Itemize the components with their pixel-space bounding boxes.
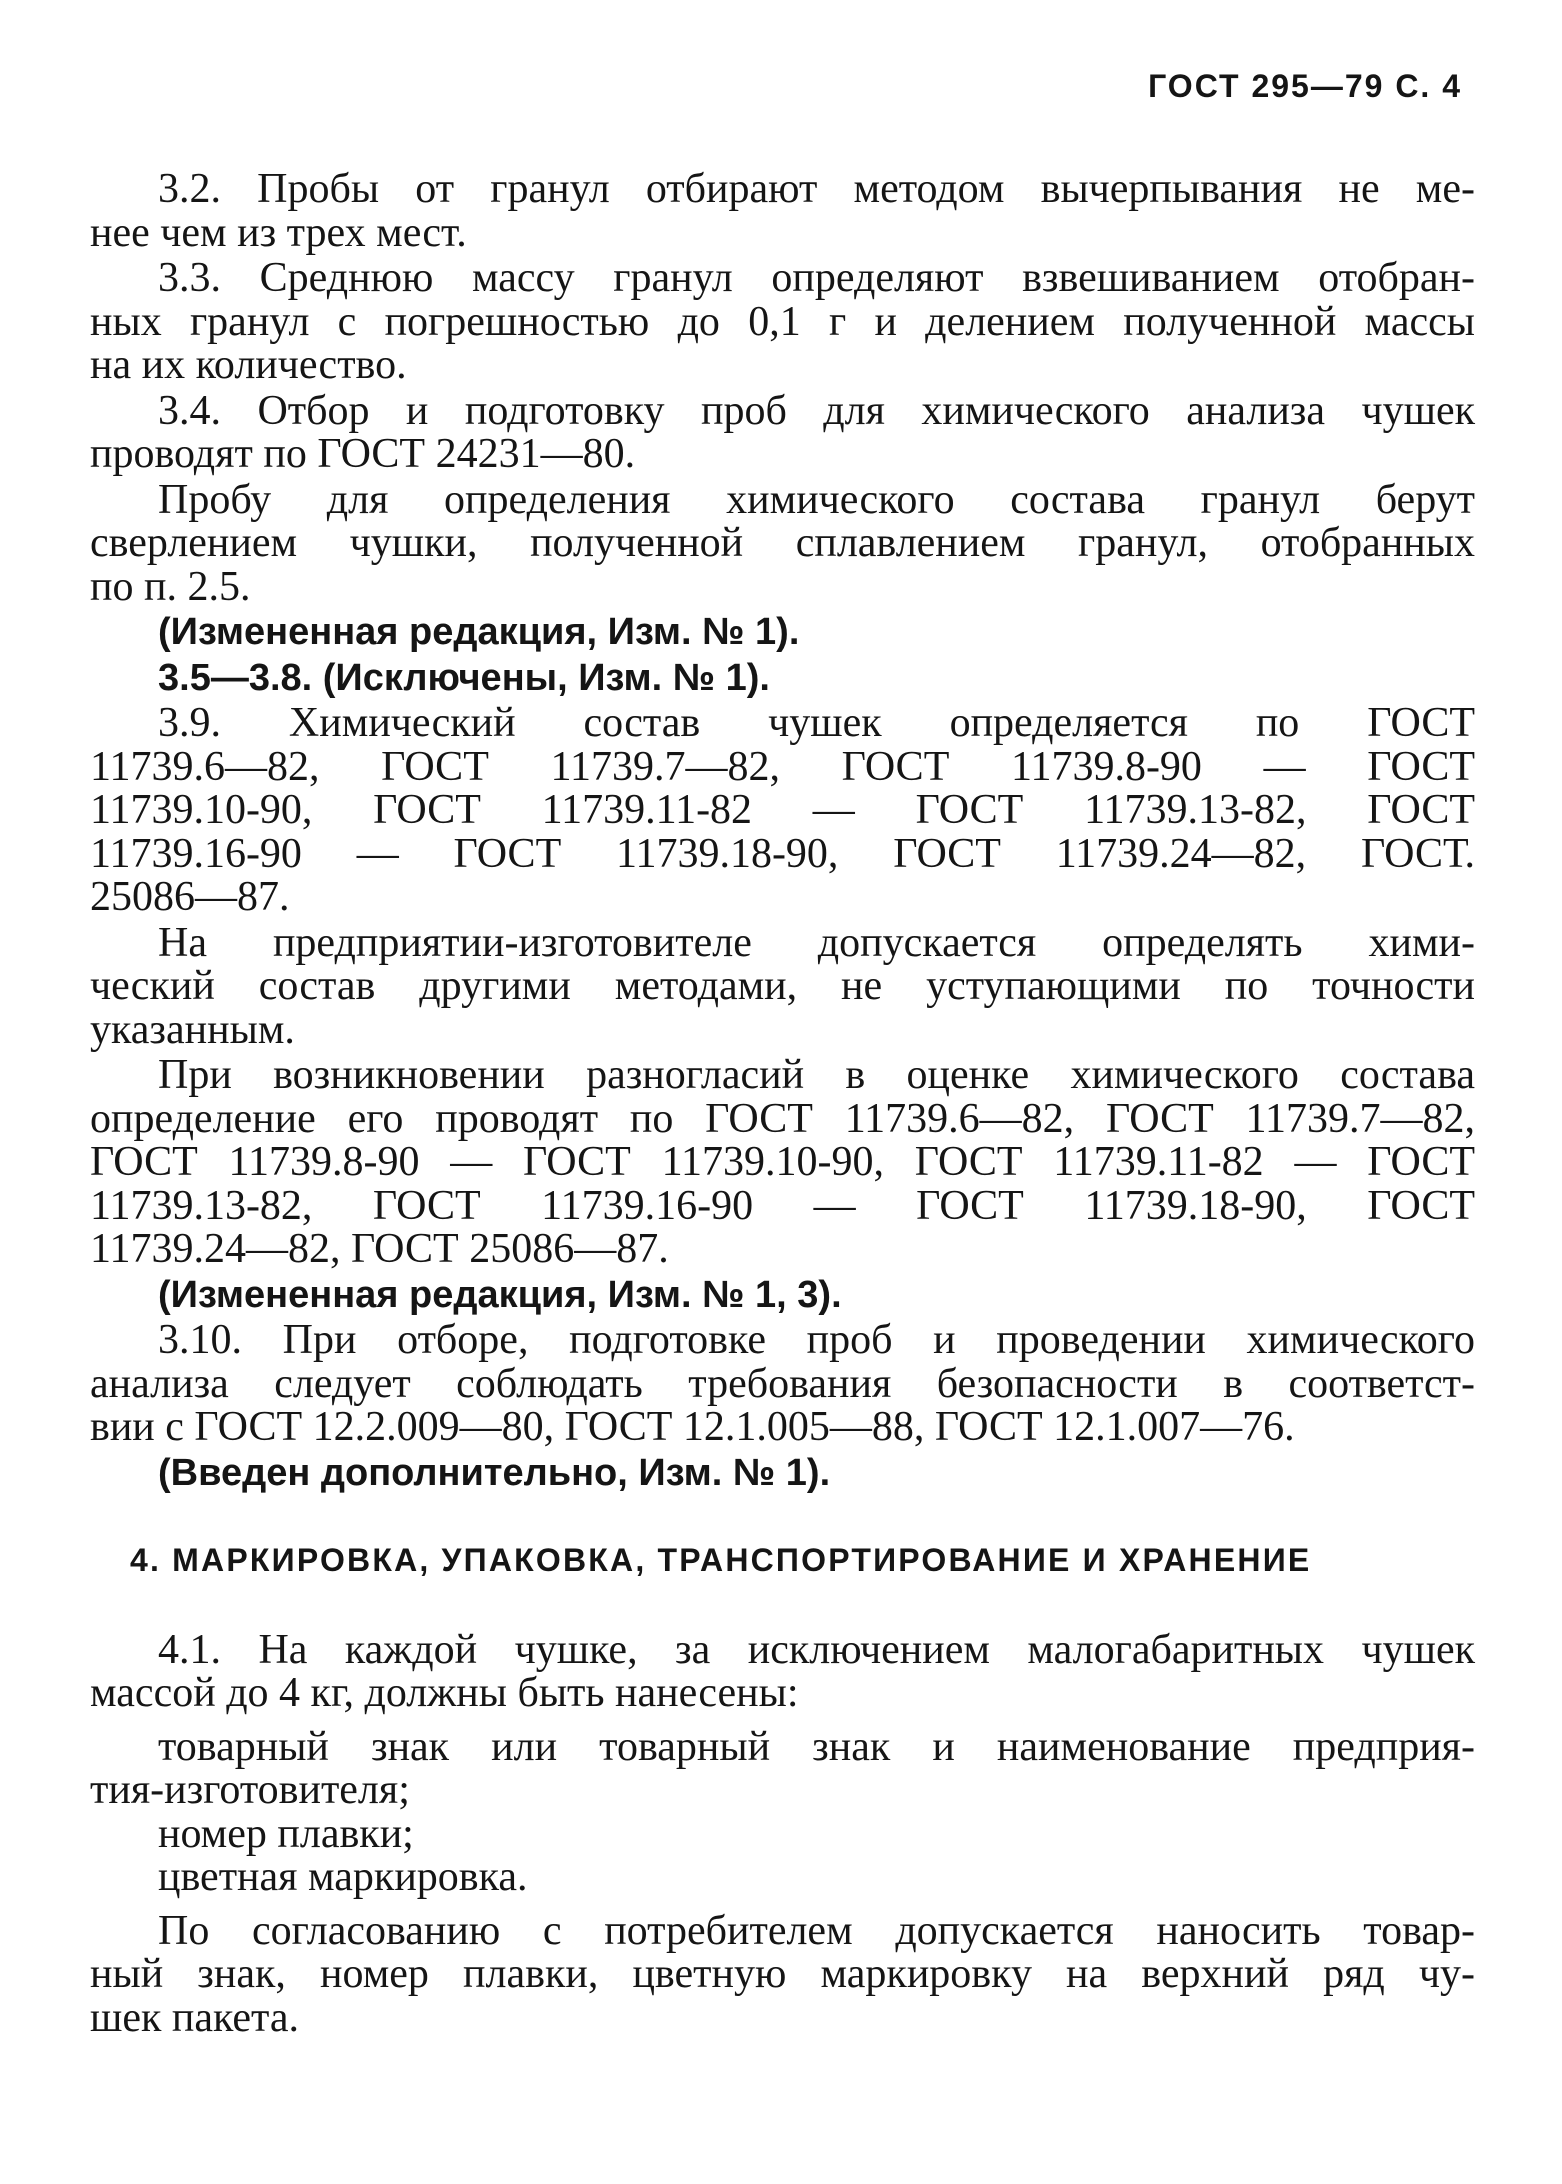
amendment-note: (Измененная редакция, Изм. № 1, 3). xyxy=(158,1273,842,1316)
paragraph-3-4 xyxy=(90,387,1475,477)
text-line: массой до 4 кг, должны быть нанесены: xyxy=(90,1670,799,1716)
text-line: сверлением чушки, полученной сплавлением гранул, отобранных xyxy=(90,520,1475,566)
paragraph-3-9 xyxy=(90,702,1475,920)
text-line: нее чем из трех мест. xyxy=(90,209,467,256)
text-line: шек пакета. xyxy=(90,1994,300,2041)
text-line: 3.5—3.8. (Исключены, Изм. № 1). xyxy=(158,656,770,699)
text-line: ческий состав другими методами, не уступающими по точности xyxy=(90,963,1475,1009)
text-line: 11739.10-90, ГОСТ 11739.11-82 — ГОСТ 11739.13-82, ГОСТ xyxy=(90,787,1475,833)
text-line: ный знак, номер плавки, цветную маркировку на верхний ряд чу- xyxy=(90,1951,1475,1997)
text-line: определение его проводят по ГОСТ 11739.6—82, ГОСТ 11739.7—82, xyxy=(90,1095,1475,1142)
text-line: 4.1. На каждой чушке, за исключением малогабаритных чушек xyxy=(158,1626,1475,1673)
text-line: 11739.24—82, ГОСТ 25086—87. xyxy=(90,1226,669,1272)
marking-list xyxy=(90,1723,1475,1900)
text-line: по п. 2.5. xyxy=(90,563,251,610)
paragraph-3-2 xyxy=(90,168,1475,255)
document-body xyxy=(90,168,1475,2042)
section-title: 4. МАРКИРОВКА, УПАКОВКА, ТРАНСПОРТИРОВАНИЕ И ХРАНЕНИЕ xyxy=(130,1542,1312,1578)
text-line: ГОСТ 11739.8-90 — ГОСТ 11739.10-90, ГОСТ 11739.11-82 — ГОСТ xyxy=(90,1139,1475,1185)
text-line: 3.10. При отборе, подготовке проб и проведении химического xyxy=(158,1317,1475,1363)
text-line: 3.3. Среднюю массу гранул определяют взвешиванием отобран- xyxy=(158,255,1475,301)
text-line: указанным. xyxy=(90,1006,295,1053)
text-line: проводят по ГОСТ 24231—80. xyxy=(90,431,636,477)
list-item: цветная маркировка. xyxy=(158,1854,528,1900)
paragraph-3-5 xyxy=(90,657,1475,701)
paragraph-3-3 xyxy=(90,257,1475,388)
amendment-note: (Введен дополнительно, Изм. № 1). xyxy=(158,1451,831,1494)
text-line: анализа следует соблюдать требования безопасности в соответст- xyxy=(90,1360,1475,1407)
paragraph-3-10 xyxy=(90,1319,1475,1450)
text-line: на их количество. xyxy=(90,342,407,388)
amendment-note: (Измененная редакция, Изм. № 1). xyxy=(158,611,800,653)
text-line: ных гранул с погрешностью до 0,1 г и делением полученной массы xyxy=(90,298,1475,345)
paragraph-4-1-agreement xyxy=(90,1907,1475,2041)
list-item: номер плавки; xyxy=(158,1810,414,1857)
text-line: При возникновении разногласий в оценке химического состава xyxy=(158,1052,1475,1098)
text-line: На предприятии-изготовителе допускается определять хими- xyxy=(158,919,1475,966)
paragraph-3-9-disputes xyxy=(90,1054,1475,1272)
list-item: товарный знак или товарный знак и наименование предприя- xyxy=(158,1723,1475,1770)
text-line: 3.2. Пробы от гранул отбирают методом вычерпывания не ме- xyxy=(158,166,1475,212)
text-line: 3.4. Отбор и подготовку проб для химического анализа чушек xyxy=(158,387,1475,434)
text-line: По согласованию с потребителем допускается наносить товар- xyxy=(158,1907,1475,1954)
text-line: 11739.16-90 — ГОСТ 11739.18-90, ГОСТ 11739.24—82, ГОСТ. xyxy=(90,830,1475,877)
text-line: вии с ГОСТ 12.2.009—80, ГОСТ 12.1.005—88, ГОСТ 12.1.007—76. xyxy=(90,1404,1295,1450)
text-line: 11739.13-82, ГОСТ 11739.16-90 — ГОСТ 11739.18-90, ГОСТ xyxy=(90,1182,1475,1229)
text-line: Пробу для определения химического состава гранул берут xyxy=(158,476,1475,523)
paragraph-3-9-manufacturer xyxy=(90,919,1475,1053)
page-header: ГОСТ 295—79 С. 4 xyxy=(1148,68,1462,104)
list-item-continuation: тия-изготовителя; xyxy=(90,1767,410,1813)
text-line: 25086—87. xyxy=(90,874,290,920)
paragraph-4-1 xyxy=(90,1626,1475,1716)
text-line: 11739.6—82, ГОСТ 11739.7—82, ГОСТ 11739.8-90 — ГОСТ xyxy=(90,743,1475,790)
text-line: 3.9. Химический состав чушек определяется по ГОСТ xyxy=(158,700,1475,746)
paragraph-3-4-sample xyxy=(90,476,1475,610)
